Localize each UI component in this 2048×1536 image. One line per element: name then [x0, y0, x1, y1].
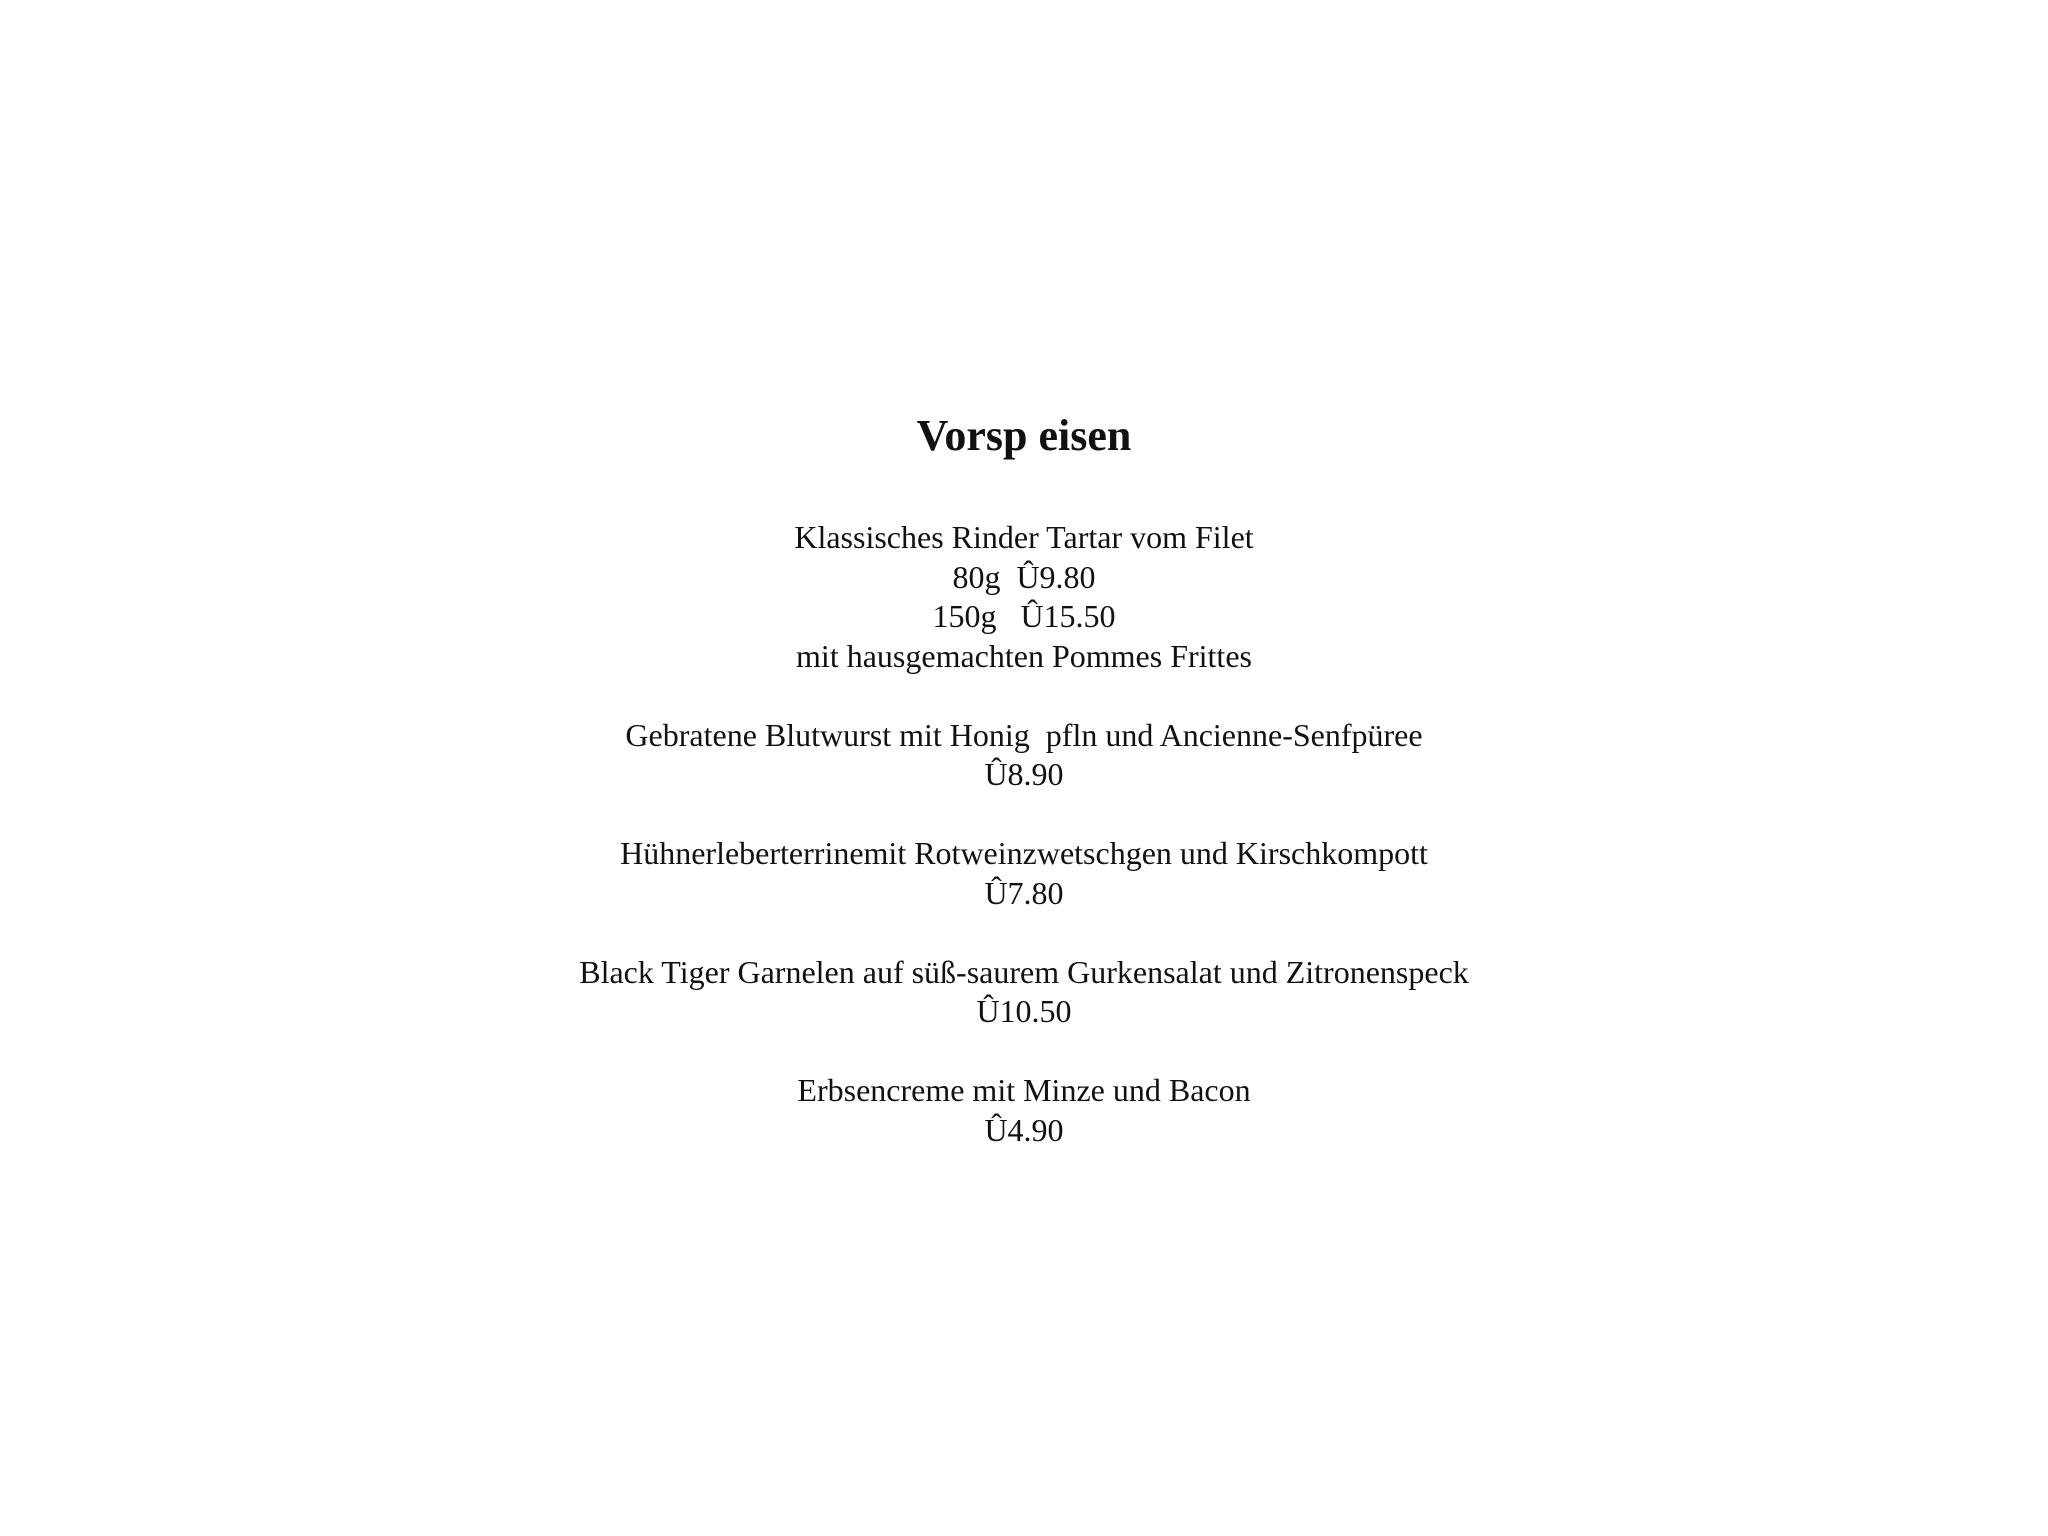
dish-price-garnelen: Û10.50 — [976, 993, 1072, 1029]
dish-name-blutwurst: Gebratene Blutwurst mit Honig pfln und Ancienne-Senfpüree — [625, 716, 1423, 753]
dish-note-tartar: mit hausgemachten Pommes Frittes — [796, 637, 1252, 674]
menu-spacer — [0, 913, 2048, 953]
dish-price-terrine: Û7.80 — [984, 874, 1064, 911]
dish-name-terrine: Hühnerleberterrinemit Rotweinzwetschgen und Kirschkompott — [620, 835, 1428, 871]
dish-name-erbsencreme: Erbsencreme mit Minze und Bacon — [797, 1072, 1251, 1108]
menu-spacer — [0, 676, 2048, 716]
dish-price-blutwurst: Û8.90 — [984, 756, 1064, 792]
menu-spacer — [0, 1032, 2048, 1072]
starters-menu — [0, 408, 2048, 1150]
menu-items — [0, 518, 2048, 1150]
dish-name-garnelen: Black Tiger Garnelen auf süß-saurem Gurkensalat und Zitronenspeck — [579, 953, 1469, 990]
menu-spacer — [0, 795, 2048, 835]
dish-name-tartar: Klassisches Rinder Tartar vom Filet — [794, 519, 1254, 555]
dish-price-erbsencreme: Û4.90 — [984, 1111, 1064, 1148]
menu-title: Vorsp eisen — [916, 411, 1132, 460]
dish-price-tartar-80g: 80g Û9.80 — [952, 558, 1096, 595]
dish-price-tartar-150g: 150g Û15.50 — [932, 598, 1116, 634]
